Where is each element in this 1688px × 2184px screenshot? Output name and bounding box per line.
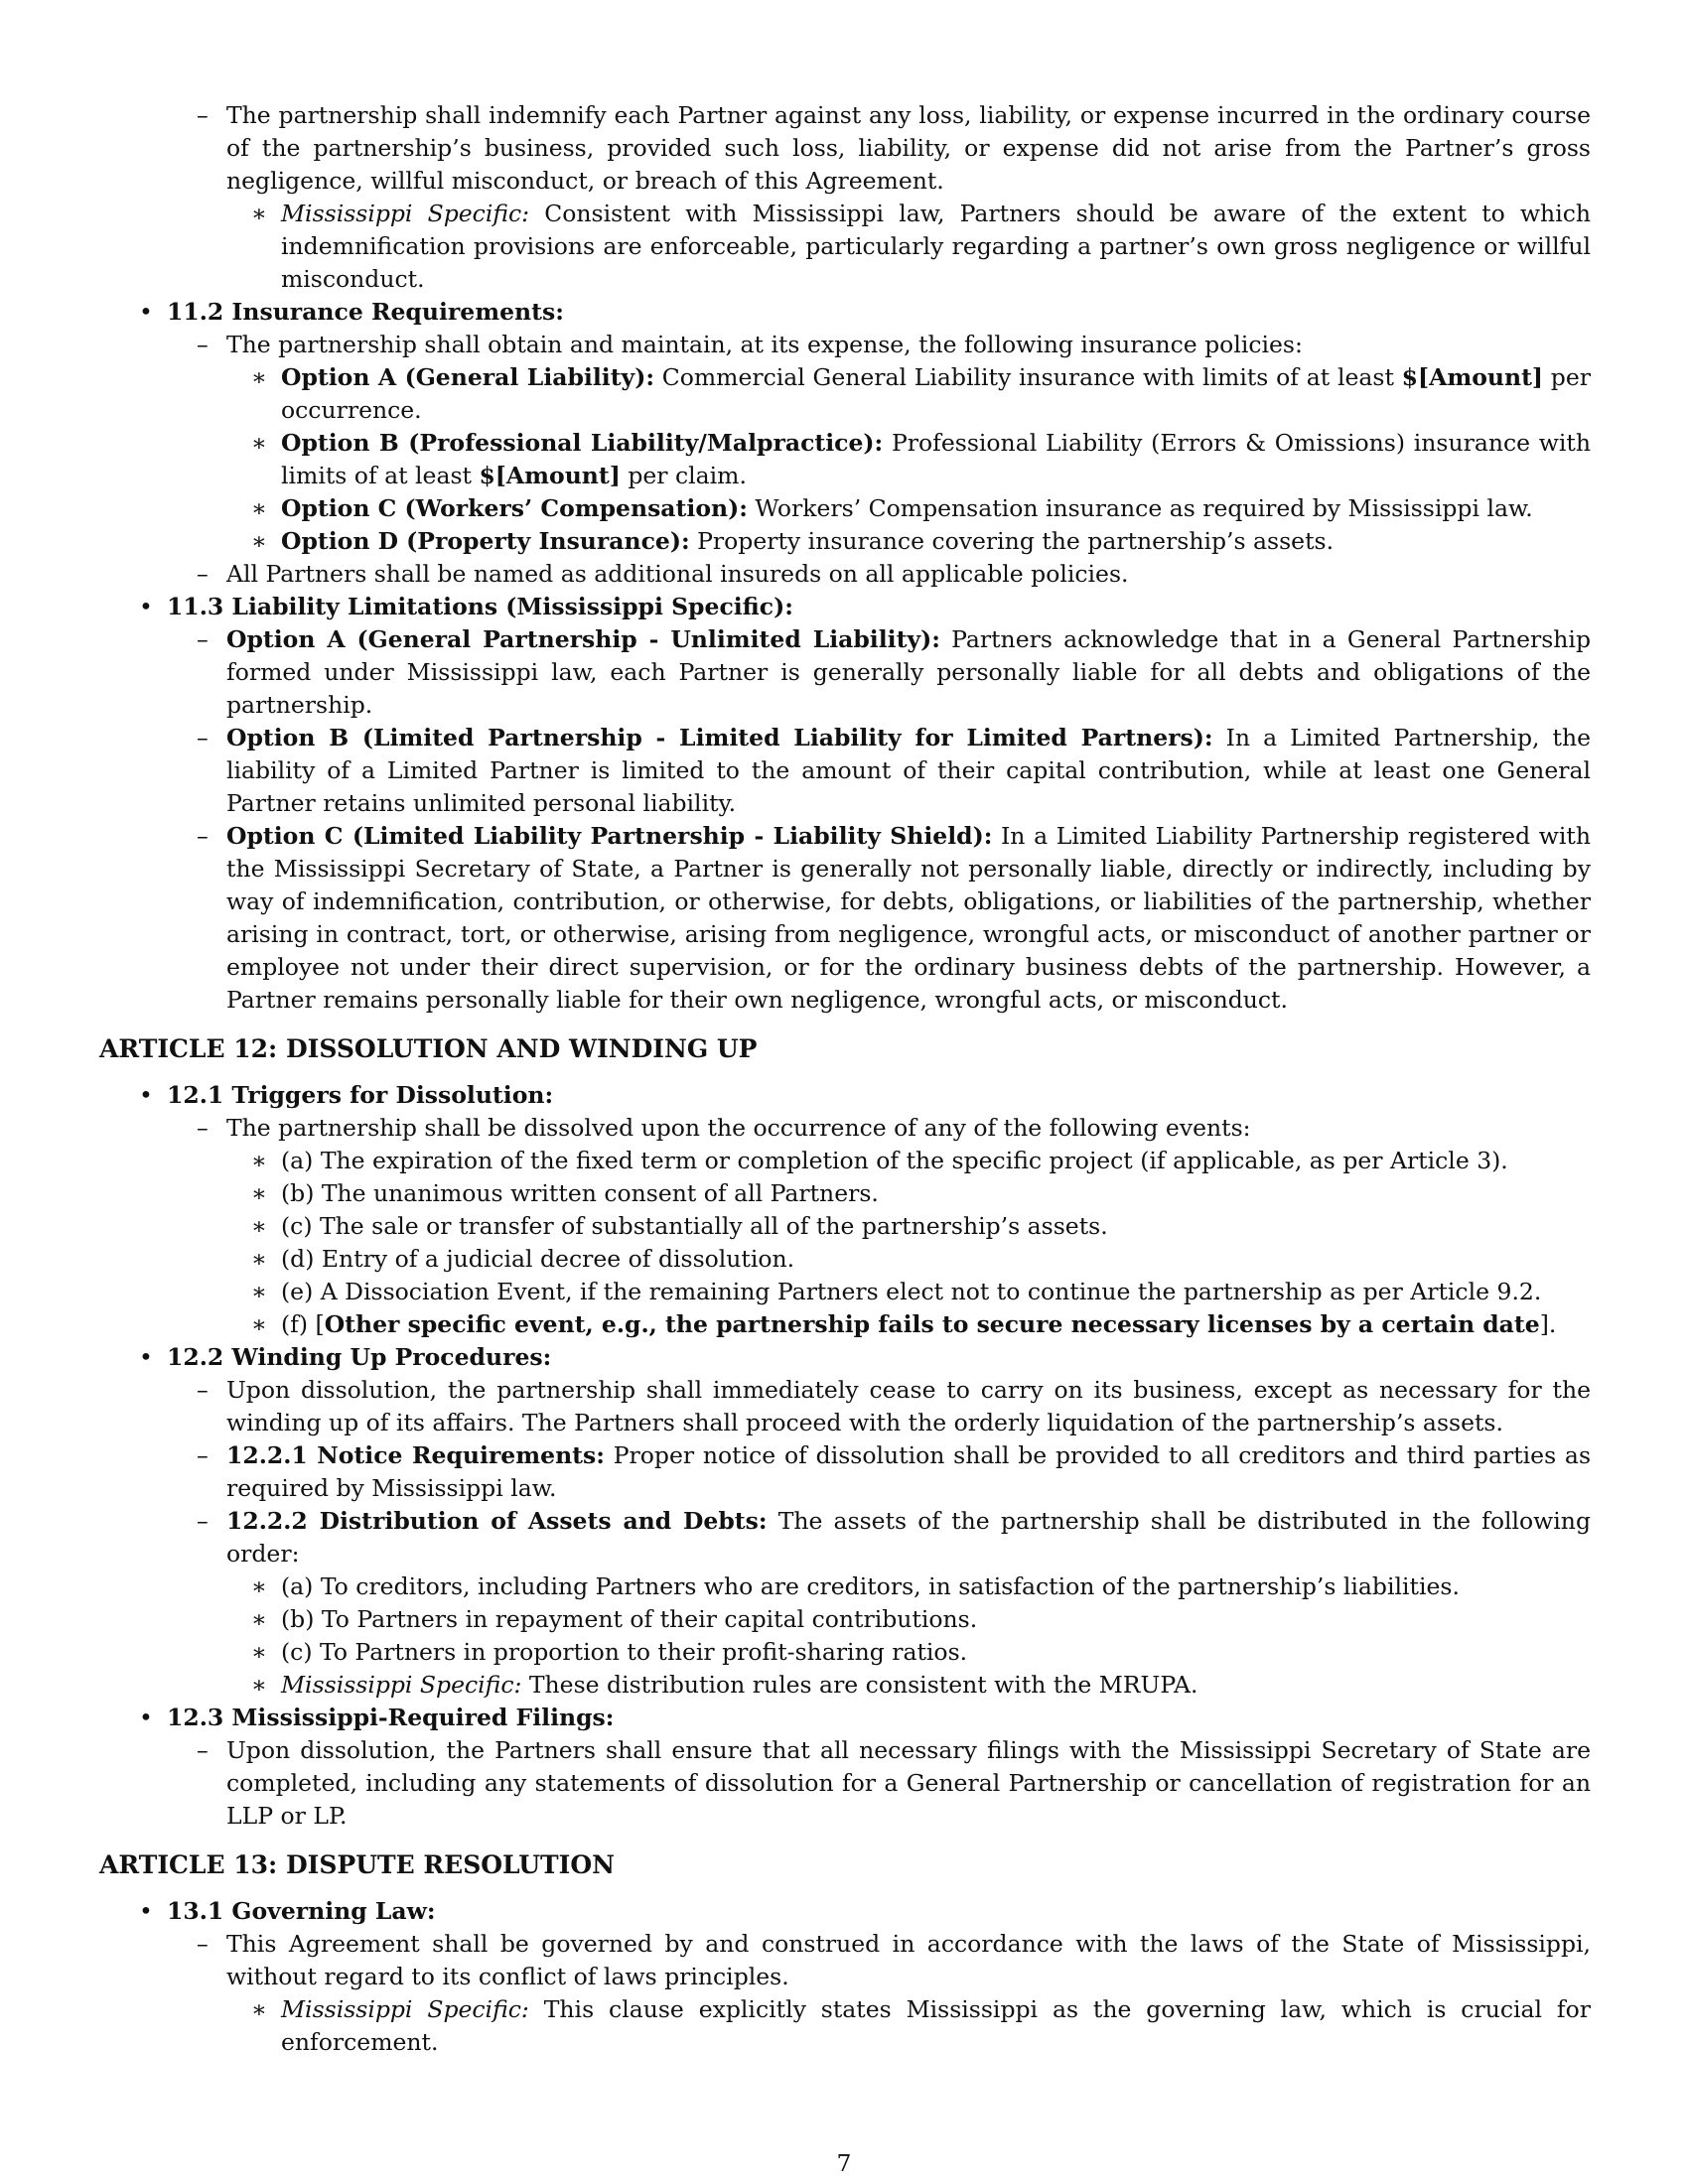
insurance-option-b: ∗ Option B (Professional Liability/Malpractice): Professional Liability (Errors & Omissions) insurance with limits of at least $[Amount] per claim. xyxy=(281,427,1591,492)
distribution-item-b: ∗ (b) To Partners in repayment of their capital contributions. xyxy=(281,1603,1591,1636)
liability-option-a: – Option A (General Partnership - Unlimited Liability): Partners acknowledge that in a General Partnership formed under Mississippi law, each Partner is generally personally liable for all debts and obligations of the partnership. xyxy=(226,623,1591,722)
insurance-intro: – The partnership shall obtain and maintain, at its expense, the following insurance policies: xyxy=(226,329,1591,361)
liability-option-c: – Option C (Limited Liability Partnership - Liability Shield): In a Limited Liability Partnership registered with the Mississippi Secretary of State, a Partner is generally not personally liable, directly or indirectly, including by way of indemnification, contribution, or otherwise, for debts, obligations, or liabilities of the partnership, whether arising in contract, tort, or otherwise, arising from negligence, wrongful acts, or misconduct of another partner or employee not under their direct supervision, or for the ordinary business debts of the partnership. However, a Partner remains personally liable for their own negligence, wrongful acts, or misconduct. xyxy=(226,820,1591,1017)
insurance-additional-insureds: – All Partners shall be named as additional insureds on all applicable policies. xyxy=(226,558,1591,591)
dissolution-trigger-a: ∗ (a) The expiration of the fixed term or completion of the specific project (if applicable, as per Article 3). xyxy=(281,1145,1591,1177)
liability-option-b: – Option B (Limited Partnership - Limited Liability for Limited Partners): In a Limited Partnership, the liability of a Limited Partner is limited to the amount of their capital contribution, while at least one General Partner retains unlimited personal liability. xyxy=(226,722,1591,820)
winding-up-intro: – Upon dissolution, the partnership shall immediately cease to carry on its business, except as necessary for the winding up of its affairs. The Partners shall proceed with the orderly liquidation of the partnership’s assets. xyxy=(226,1374,1591,1439)
dissolution-intro: – The partnership shall be dissolved upon the occurrence of any of the following events: xyxy=(226,1112,1591,1145)
distribution-item-c: ∗ (c) To Partners in proportion to their profit-sharing ratios. xyxy=(281,1636,1591,1669)
distribution-item-a: ∗ (a) To creditors, including Partners who are creditors, in satisfaction of the partnership’s liabilities. xyxy=(281,1570,1591,1603)
section-12-3-heading: • 12.3 Mississippi-Required Filings: xyxy=(167,1702,1591,1734)
insurance-option-d: ∗ Option D (Property Insurance): Property insurance covering the partnership’s assets. xyxy=(281,525,1591,558)
dissolution-trigger-e: ∗ (e) A Dissociation Event, if the remaining Partners elect not to continue the partnership as per Article 9.2. xyxy=(281,1276,1591,1308)
section-12-2-heading: • 12.2 Winding Up Procedures: xyxy=(167,1341,1591,1374)
section-11-3-heading: • 11.3 Liability Limitations (Mississippi Specific): xyxy=(167,591,1591,623)
insurance-option-a: ∗ Option A (General Liability): Commercial General Liability insurance with limits of at least $[Amount] per occurrence. xyxy=(281,361,1591,427)
indemnification-ms-note: ∗ Mississippi Specific: Consistent with Mississippi law, Partners should be aware of the extent to which indemnification provisions are enforceable, particularly regarding a partner’s own gross negligence or willful misconduct. xyxy=(281,198,1591,296)
dissolution-trigger-b: ∗ (b) The unanimous written consent of all Partners. xyxy=(281,1177,1591,1210)
dissolution-trigger-f: ∗ (f) [Other specific event, e.g., the partnership fails to secure necessary licenses by a certain date]. xyxy=(281,1308,1591,1341)
dissolution-trigger-c: ∗ (c) The sale or transfer of substantially all of the partnership’s assets. xyxy=(281,1210,1591,1243)
insurance-option-c: ∗ Option C (Workers’ Compensation): Workers’ Compensation insurance as required by Mississippi law. xyxy=(281,492,1591,525)
distribution-of-assets: – 12.2.2 Distribution of Assets and Debts: The assets of the partnership shall be distributed in the following order: xyxy=(226,1505,1591,1570)
section-11-2-heading: • 11.2 Insurance Requirements: xyxy=(167,296,1591,329)
article-12-title: ARTICLE 12: DISSOLUTION AND WINDING UP xyxy=(99,1034,758,1063)
indemnification-clause: – The partnership shall indemnify each Partner against any loss, liability, or expense incurred in the ordinary course of the partnership’s business, provided such loss, liability, or expense did not arise from the Partner’s gross negligence, willful misconduct, or breach of this Agreement. xyxy=(226,99,1591,198)
section-13-1-heading: • 13.1 Governing Law: xyxy=(167,1895,1591,1928)
article-13-title: ARTICLE 13: DISPUTE RESOLUTION xyxy=(99,1850,615,1879)
distribution-ms-note: ∗ Mississippi Specific: These distribution rules are consistent with the MRUPA. xyxy=(281,1669,1591,1702)
governing-law-ms-note: ∗ Mississippi Specific: This clause explicitly states Mississippi as the governing law, which is crucial for enforcement. xyxy=(281,1993,1591,2059)
required-filings: – Upon dissolution, the Partners shall ensure that all necessary filings with the Mississippi Secretary of State are completed, including any statements of dissolution for a General Partnership or cancellation of registration for an LLP or LP. xyxy=(226,1734,1591,1833)
page-content xyxy=(99,99,1591,2059)
dissolution-trigger-d: ∗ (d) Entry of a judicial decree of dissolution. xyxy=(281,1243,1591,1276)
governing-law-clause: – This Agreement shall be governed by and construed in accordance with the laws of the State of Mississippi, without regard to its conflict of laws principles. xyxy=(226,1928,1591,1993)
page-number: 7 xyxy=(836,2149,852,2177)
section-12-1-heading: • 12.1 Triggers for Dissolution: xyxy=(167,1079,1591,1112)
notice-requirements: – 12.2.1 Notice Requirements: Proper notice of dissolution shall be provided to all creditors and third parties as required by Mississippi law. xyxy=(226,1439,1591,1505)
